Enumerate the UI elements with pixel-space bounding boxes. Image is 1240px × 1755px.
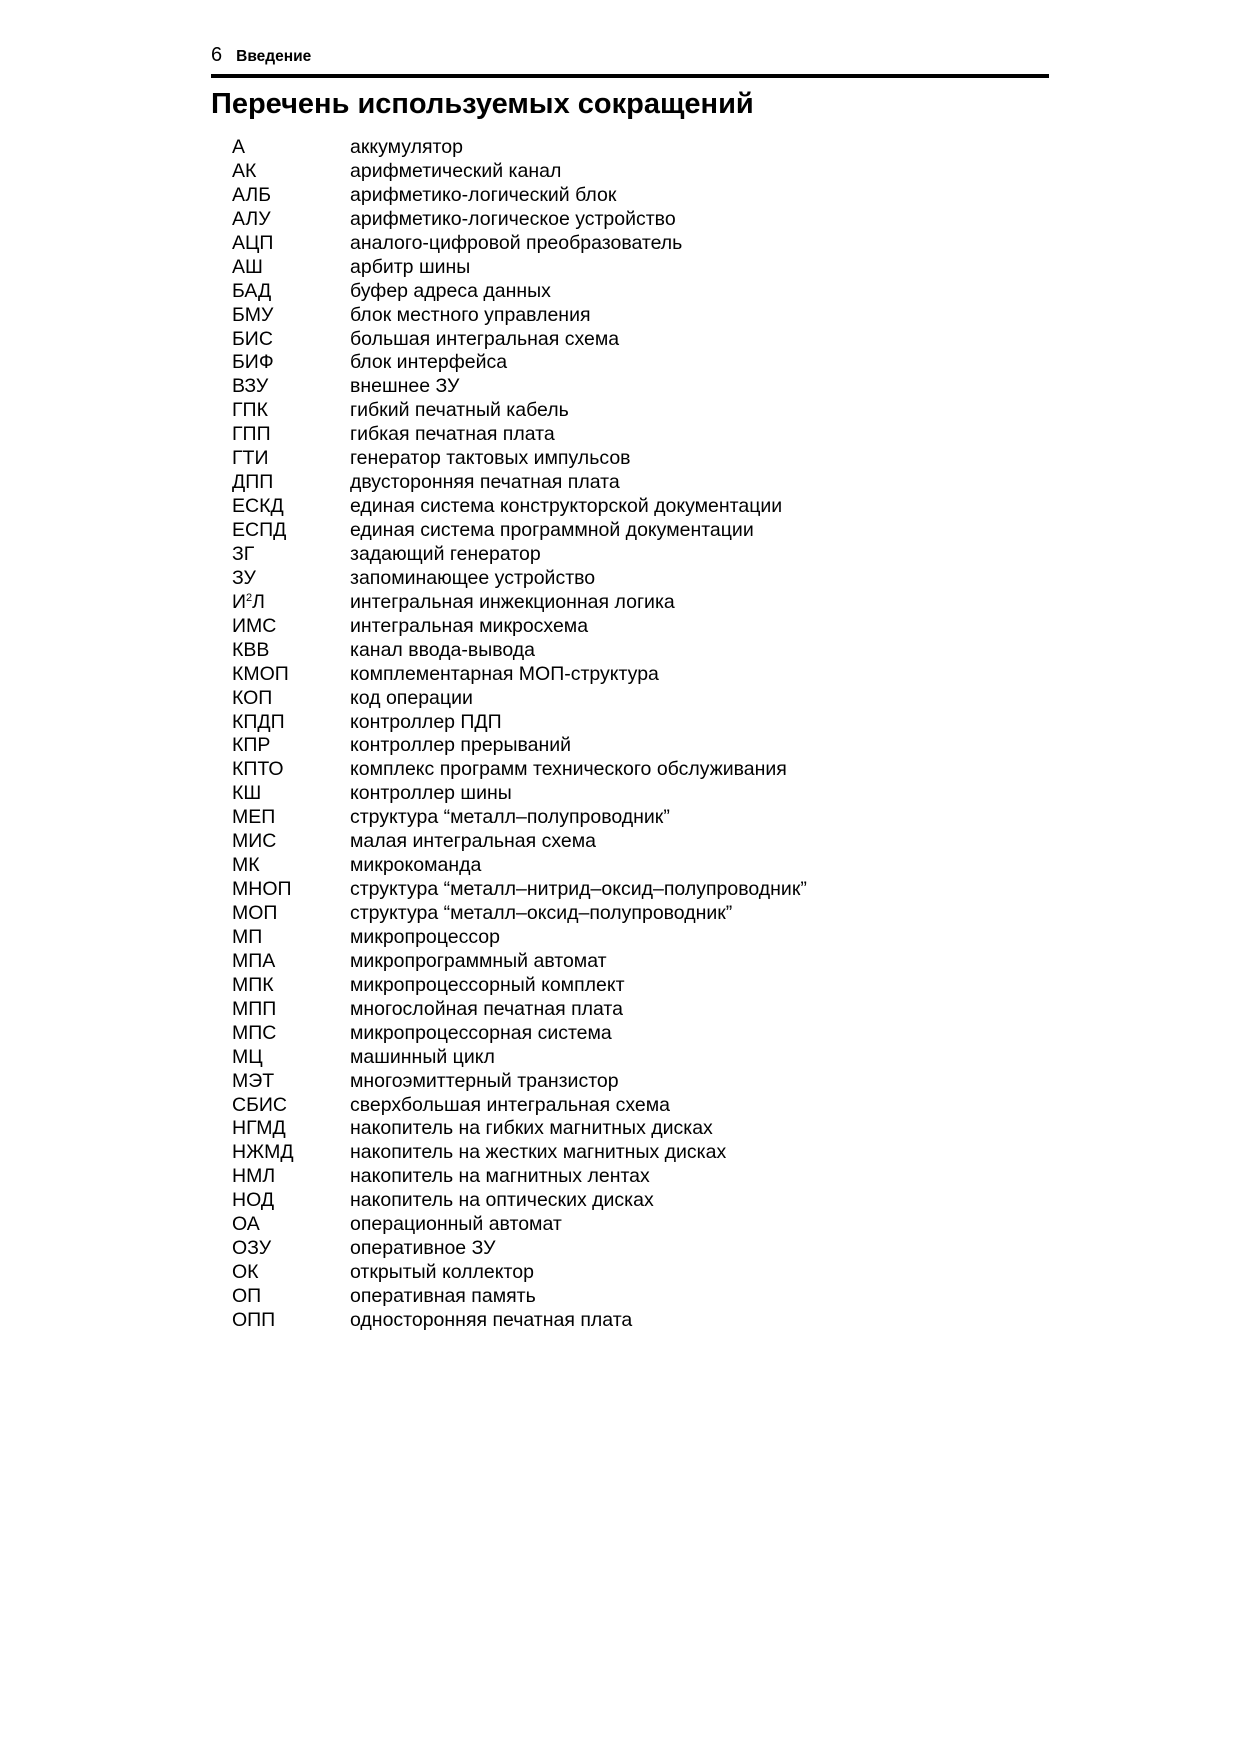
abbreviation-definition: комплементарная МОП-структура [350, 662, 659, 685]
abbreviation-row [232, 495, 807, 519]
abbreviation-term: КПДП [232, 710, 285, 733]
abbreviation-definition: арифметический канал [350, 159, 562, 182]
abbreviation-term: МЕП [232, 806, 276, 829]
abbreviation-term: ОА [232, 1213, 260, 1236]
abbreviation-definition: контроллер прерываний [350, 734, 572, 757]
abbreviation-definition: арбитр шины [350, 255, 471, 278]
abbreviation-term: НГМД [232, 1117, 286, 1140]
abbreviation-definition: задающий генератор [350, 542, 541, 565]
abbreviation-definition: аналого-цифровой преобразователь [350, 231, 683, 254]
abbreviation-term: АЛБ [232, 183, 272, 206]
abbreviation-term: КОП [232, 686, 273, 709]
abbreviation-term: ИМС [232, 614, 277, 637]
abbreviation-definition: канал ввода-вывода [350, 638, 536, 661]
abbreviation-row [232, 950, 807, 974]
abbreviation-definition: односторонняя печатная плата [350, 1308, 633, 1331]
abbreviation-row [232, 136, 807, 160]
abbreviation-term: ГПП [232, 423, 271, 446]
abbreviation-row [232, 1309, 807, 1333]
abbreviation-term: НОД [232, 1189, 275, 1212]
abbreviation-term: АЦП [232, 231, 274, 254]
abbreviation-row [232, 304, 807, 328]
abbreviation-row [232, 280, 807, 304]
abbreviation-definition: накопитель на жестких магнитных дисках [350, 1141, 727, 1164]
abbreviation-term: ОП [232, 1285, 262, 1307]
abbreviation-row [232, 208, 807, 232]
abbreviation-row [232, 184, 807, 208]
abbreviation-definition: интегральная инжекционная логика [350, 590, 675, 613]
abbreviation-row [232, 447, 807, 471]
page-number: 6 [211, 44, 223, 66]
abbreviation-definition: запоминающее устройство [350, 566, 596, 589]
abbreviation-definition: гибкий печатный кабель [350, 399, 569, 422]
abbreviation-term-suffix: Л [252, 590, 265, 613]
abbreviation-row [232, 591, 807, 615]
abbreviation-definition: микрокоманда [350, 854, 482, 877]
abbreviation-definition: блок интерфейса [350, 351, 508, 374]
abbreviation-definition: оперативная память [350, 1285, 536, 1307]
abbreviation-row [232, 758, 807, 782]
abbreviation-row [232, 160, 807, 184]
abbreviation-term: МНОП [232, 878, 292, 901]
abbreviation-definition: накопитель на гибких магнитных дисках [350, 1117, 713, 1140]
abbreviation-row [232, 926, 807, 950]
abbreviation-row [232, 639, 807, 663]
abbreviation-term: ЕСПД [232, 519, 287, 541]
section-name: Введение [236, 48, 312, 65]
running-header [211, 44, 1049, 78]
abbreviation-row [232, 878, 807, 902]
abbreviation-definition: накопитель на оптических дисках [350, 1189, 654, 1212]
abbreviation-term: МЦ [232, 1045, 263, 1068]
abbreviation-term: ОПП [232, 1308, 276, 1331]
abbreviation-row [232, 615, 807, 639]
abbreviation-row [232, 854, 807, 878]
abbreviation-definition: микропрограммный автомат [350, 949, 607, 972]
abbreviation-row [232, 543, 807, 567]
abbreviation-term: ЗГ [232, 542, 255, 565]
abbreviation-row [232, 974, 807, 998]
abbreviation-definition: структура “металл–полупроводник” [350, 806, 670, 829]
abbreviation-term: ЕСКД [232, 495, 284, 518]
abbreviation-definition: структура “металл–нитрид–оксид–полупроводник” [350, 878, 807, 901]
abbreviation-definition: операционный автомат [350, 1213, 562, 1236]
abbreviation-definition: микропроцессор [350, 925, 500, 948]
abbreviation-row [232, 1022, 807, 1046]
abbreviation-term: МК [232, 854, 260, 877]
abbreviation-row [232, 734, 807, 758]
abbreviation-term: АК [232, 159, 257, 182]
abbreviation-definition: аккумулятор [350, 136, 463, 158]
abbreviation-term: МП [232, 925, 263, 948]
abbreviation-row [232, 902, 807, 926]
abbreviation-row [232, 1117, 807, 1141]
abbreviation-definition: арифметико-логическое устройство [350, 207, 676, 230]
abbreviation-term: ОК [232, 1261, 259, 1284]
abbreviation-row [232, 375, 807, 399]
abbreviation-row [232, 1285, 807, 1309]
abbreviation-term: СБИС [232, 1093, 287, 1116]
abbreviation-term: МПП [232, 997, 277, 1020]
abbreviation-term: ОЗУ [232, 1237, 272, 1260]
abbreviation-definition: арифметико-логический блок [350, 183, 617, 206]
abbreviation-row [232, 423, 807, 447]
abbreviation-term: АЛУ [232, 207, 271, 230]
abbreviation-term: ГПК [232, 399, 268, 422]
abbreviation-definition: буфер адреса данных [350, 279, 551, 302]
abbreviation-row [232, 687, 807, 711]
abbreviation-row [232, 998, 807, 1022]
abbreviation-definition: микропроцессорная система [350, 1021, 612, 1044]
abbreviation-row [232, 1261, 807, 1285]
abbreviation-definition: сверхбольшая интегральная схема [350, 1093, 671, 1116]
abbreviation-term: НЖМД [232, 1141, 294, 1164]
abbreviation-term: МПК [232, 973, 274, 996]
abbreviation-term: ГТИ [232, 447, 269, 470]
abbreviation-row [232, 711, 807, 735]
abbreviation-row [232, 1094, 807, 1118]
abbreviation-definition: структура “металл–оксид–полупроводник” [350, 902, 733, 924]
abbreviation-term: МОП [232, 902, 278, 924]
page-title: Перечень используемых сокращений [211, 88, 754, 120]
abbreviation-term: ВЗУ [232, 375, 269, 398]
abbreviation-definition: большая интегральная схема [350, 327, 620, 350]
abbreviation-term-superscript: 2 [246, 591, 253, 604]
abbreviation-row [232, 567, 807, 591]
abbreviation-definition: генератор тактовых импульсов [350, 447, 631, 470]
abbreviation-term: КМОП [232, 662, 289, 685]
abbreviation-row [232, 1213, 807, 1237]
abbreviation-term: КВВ [232, 638, 270, 661]
abbreviation-definition: комплекс программ технического обслуживания [350, 758, 787, 781]
abbreviation-definition: накопитель на магнитных лентах [350, 1165, 650, 1188]
abbreviation-definition: оперативное ЗУ [350, 1237, 496, 1260]
abbreviation-row [232, 256, 807, 280]
abbreviation-definition: контроллер ПДП [350, 710, 502, 733]
abbreviation-definition: гибкая печатная плата [350, 423, 555, 446]
abbreviation-row [232, 782, 807, 806]
abbreviation-term: БИФ [232, 351, 274, 374]
abbreviation-term: А [232, 136, 246, 158]
abbreviation-definition: единая система программной документации [350, 519, 754, 541]
abbreviation-definition: многоэмиттерный транзистор [350, 1069, 619, 1092]
abbreviation-definition: контроллер шины [350, 782, 512, 805]
abbreviation-term: ДПП [232, 471, 274, 494]
abbreviation-row [232, 328, 807, 352]
abbreviation-row [232, 1189, 807, 1213]
abbreviation-row [232, 663, 807, 687]
abbreviation-row [232, 519, 807, 543]
abbreviation-term [232, 591, 350, 615]
abbreviation-row [232, 399, 807, 423]
abbreviation-definition: двусторонняя печатная плата [350, 471, 620, 494]
abbreviation-row [232, 1165, 807, 1189]
abbreviation-row [232, 1046, 807, 1070]
abbreviation-term: МПС [232, 1021, 277, 1044]
abbreviation-term: НМЛ [232, 1165, 276, 1188]
abbreviation-term: БИС [232, 327, 273, 350]
abbreviation-term-prefix: И [232, 590, 247, 613]
abbreviation-term: КПТО [232, 758, 284, 781]
abbreviation-row [232, 1141, 807, 1165]
abbreviation-row [232, 471, 807, 495]
abbreviation-definition: интегральная микросхема [350, 614, 589, 637]
abbreviation-definition: машинный цикл [350, 1045, 495, 1068]
abbreviation-list [232, 136, 807, 1333]
abbreviation-term: БАД [232, 279, 272, 302]
abbreviation-term: ЗУ [232, 566, 256, 589]
abbreviation-term: МИС [232, 830, 277, 853]
abbreviation-term: МЭТ [232, 1069, 275, 1092]
abbreviation-definition: код операции [350, 686, 473, 709]
abbreviation-row [232, 1237, 807, 1261]
abbreviation-term: БМУ [232, 303, 274, 326]
abbreviation-term: АШ [232, 255, 263, 278]
abbreviation-row [232, 351, 807, 375]
abbreviation-definition: открытый коллектор [350, 1261, 534, 1284]
abbreviation-term: КПР [232, 734, 271, 757]
abbreviation-definition: микропроцессорный комплект [350, 973, 625, 996]
abbreviation-row [232, 1070, 807, 1094]
abbreviation-definition: блок местного управления [350, 303, 591, 326]
abbreviation-term: МПА [232, 949, 276, 972]
abbreviation-definition: малая интегральная схема [350, 830, 596, 853]
abbreviation-row [232, 232, 807, 256]
abbreviation-term: КШ [232, 782, 262, 805]
abbreviation-row [232, 830, 807, 854]
abbreviation-definition: внешнее ЗУ [350, 375, 460, 398]
abbreviation-definition: единая система конструкторской документации [350, 495, 783, 518]
abbreviation-definition: многослойная печатная плата [350, 997, 623, 1020]
abbreviation-row [232, 806, 807, 830]
